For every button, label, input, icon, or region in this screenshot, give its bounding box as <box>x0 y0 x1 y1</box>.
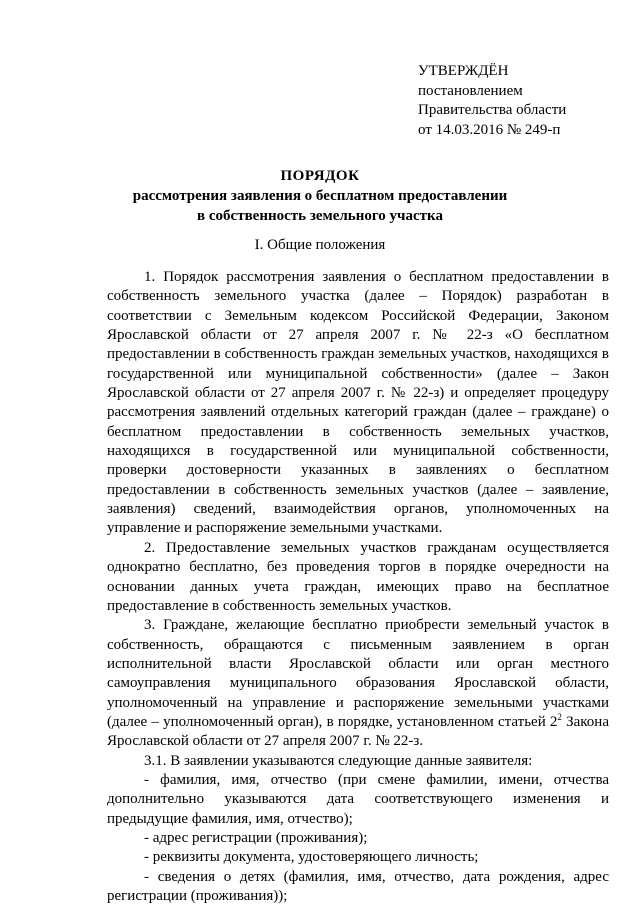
paragraph-1: 1. Порядок рассмотрения заявления о бесплатном предоставлении в собственность земельного участка (далее – Порядок) разработан в соответствии с Земельным кодексом Российской Федерации, Законом Ярославской области от 27 апреля 2007 г. № 22-з «О бесплатном предоставлении в собственность граждан земельных участков, находящихся в государственной или муниципальной собственности» (далее – Закон Ярославской области от 27 апреля 2007 г. № 22-з) и определяет процедуру рассмотрения заявлений отдельных категорий граждан (далее – граждане) о бесплатном предоставлении в собственность земельных участков, находящихся в государственной или муниципальной собственности, проверки достоверности указанных в заявлениях о бесплатном предоставлении в собственность земельных участков (далее – заявление, заявления) сведений, взаимодействия органов, уполномоченных на управление и распоряжение земельными участками. <box>107 269 609 537</box>
approval-line-date-number: от 14.03.2016 № 249-п <box>418 121 561 138</box>
paragraph-3-text: 3. Граждане, желающие бесплатно приобрести земельный участок в собственность, обращаются с письменным заявлением в орган исполнительной власти Ярославской области или орган местного самоуправления муниципального образования Ярославской области, уполномоченный на управление и распоряжение земельными участками (далее – уполномоченный орган), в порядке, установленном статьей 2 <box>107 617 609 730</box>
approval-line-approved: УТВЕРЖДЁН <box>418 63 509 79</box>
list-item-id-document: - реквизиты документа, удостоверяющего личность; <box>144 849 479 866</box>
list-item-name: - фамилия, имя, отчество (при смене фамилии, имени, отчества дополнительно указываются дата соответствующего изменения и предыдущие фамилия, имя, отчество); <box>107 771 609 827</box>
approval-line-government: Правительства области <box>418 102 567 118</box>
paragraph-3 <box>107 616 609 751</box>
article-superscript: 2 <box>557 711 562 722</box>
section-heading: I. Общие положения <box>254 237 386 253</box>
document-body <box>107 268 609 906</box>
approval-stamp <box>418 62 566 140</box>
list-item-address: - адрес регистрации (проживания); <box>144 829 368 846</box>
title-subtitle-line2: в собственность земельного участка <box>197 208 443 224</box>
paragraph-3-text-end: Закона Ярославской области от 27 апреля 2007 г. № 22-з. <box>107 713 609 750</box>
document-title <box>0 166 640 226</box>
paragraph-3-1: 3.1. В заявлении указываются следующие данные заявителя: <box>144 752 533 769</box>
title-subtitle-line1: рассмотрения заявления о бесплатном предоставлении <box>132 188 508 204</box>
approval-line-resolution: постановлением <box>418 82 523 99</box>
list-item-children: - сведения о детях (фамилия, имя, отчество, дата рождения, адрес регистрации (проживания)); <box>107 868 609 904</box>
title-main: ПОРЯДОК <box>280 168 360 184</box>
paragraph-2: 2. Предоставление земельных участков гражданам осуществляется однократно бесплатно, без проведения торгов в порядке очередности на основании данных учета граждан, имеющих право на бесплатное предоставление в собственность земельных участков. <box>107 539 609 614</box>
